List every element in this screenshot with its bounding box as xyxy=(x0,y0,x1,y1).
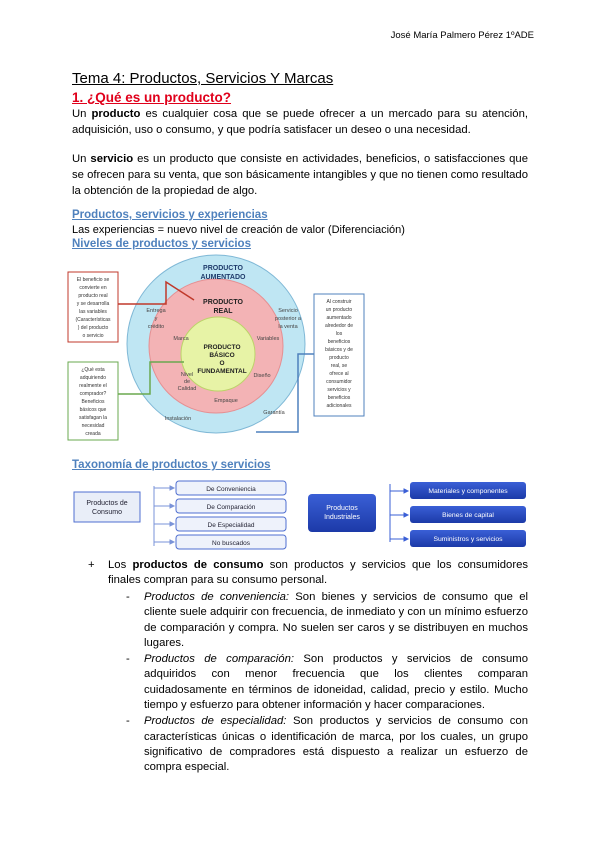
page-header-author: José María Palmero Pérez 1ºADE xyxy=(390,30,534,41)
box-left-top-line: (Características xyxy=(75,317,111,323)
label-instalacion: Instalación xyxy=(164,416,192,422)
label-basic-2: BÁSICO xyxy=(209,352,235,359)
taxonomy-diagram xyxy=(72,476,530,554)
industrial-box xyxy=(308,494,376,532)
industrial-arrowhead xyxy=(404,513,408,517)
box-left-bottom-line: adquiriendo xyxy=(79,375,107,381)
box-right-line: los xyxy=(335,331,343,337)
box-right-line: beneficios xyxy=(327,395,351,401)
box-left-top-line: y se desarrolla xyxy=(76,301,110,307)
box-left-top-line: convierte en xyxy=(79,285,107,291)
label-real-2: REAL xyxy=(213,308,233,315)
label-variables: Variables xyxy=(256,336,280,342)
label-basic-3: O xyxy=(219,360,225,367)
term-comparacion: Productos de comparación: xyxy=(144,653,295,666)
list-item xyxy=(124,714,528,775)
list-item xyxy=(124,652,528,713)
text-run: es cualquier cosa que se puede ofrecer a un mercado para su atención, adquisición, uso o consumo, y que podría satisfacer un deseo o una necesidad. xyxy=(72,108,528,136)
label-garantia: Garantía xyxy=(263,410,285,416)
box-right-line: un producto xyxy=(325,307,353,313)
box-right-line: beneficios xyxy=(327,339,351,345)
box-left-bottom-line: básicos que xyxy=(79,407,107,413)
box-left-top-line: producto real xyxy=(78,293,108,299)
box-right-line: aumentado xyxy=(326,315,352,321)
box-left-bottom-line: creada xyxy=(85,431,101,437)
box-left-top-line: las variables xyxy=(79,309,107,315)
text-run: Un xyxy=(72,108,92,120)
box-right-line: servicios y xyxy=(327,387,351,393)
heading-experiencias: Productos, servicios y experiencias xyxy=(72,209,268,221)
list-item xyxy=(124,590,528,651)
industrial-box-line-1: Productos xyxy=(326,505,358,512)
consumer-arrowhead xyxy=(170,540,174,544)
levels-diagram xyxy=(66,254,366,448)
industrial-item: Materiales y componentes xyxy=(428,488,508,495)
label-marca: Marca xyxy=(173,336,189,342)
box-right-line: real, se xyxy=(330,363,348,369)
label-entrega-3: crédito xyxy=(147,324,165,330)
label-entrega-1: Entrega xyxy=(146,308,166,314)
box-right-line: ofrece al xyxy=(329,371,349,377)
box-left-top-line: El beneficio se xyxy=(76,277,110,283)
heading-taxonomia: Taxonomía de productos y servicios xyxy=(72,459,271,471)
consumer-item: De Especialidad xyxy=(207,522,255,529)
consumer-item: No buscados xyxy=(212,540,250,547)
dash-marker: - xyxy=(126,653,130,666)
consumer-item: De Comparación xyxy=(206,504,256,511)
consumer-box-line-2: Consumo xyxy=(92,509,122,516)
label-basic-4: FUNDAMENTAL xyxy=(197,368,247,375)
term-producto: producto xyxy=(91,108,141,120)
label-servicio-2: posterior a xyxy=(275,316,301,322)
label-basic-1: PRODUCTO xyxy=(203,344,241,351)
label-real-1: PRODUCTO xyxy=(203,299,243,306)
consumer-item: De Conveniencia xyxy=(206,486,256,493)
paragraph-producto xyxy=(72,106,528,138)
industrial-item: Bienes de capital xyxy=(442,512,494,519)
industrial-item: Suministros y servicios xyxy=(433,536,503,543)
term-productos-consumo: productos de consumo xyxy=(132,559,264,571)
box-right-line: adicionales xyxy=(326,403,352,409)
industrial-arrowhead xyxy=(404,489,408,493)
consumer-arrowhead xyxy=(170,504,174,508)
label-entrega-2: y xyxy=(154,316,158,322)
box-right-line: alrededor de xyxy=(324,323,354,329)
consumer-box xyxy=(74,492,140,522)
label-nivel-1: Nivel xyxy=(180,372,194,378)
consumer-types-list xyxy=(124,590,528,777)
consumer-arrowhead xyxy=(170,522,174,526)
heading-niveles: Niveles de productos y servicios xyxy=(72,238,251,250)
label-augmented-1: PRODUCTO xyxy=(203,265,243,272)
text-run: Son productos y servicios de consumo adquiridos con menor frecuencia que los clientes comparan cuidadosamente en términos de idoneidad, calidad, precio y estilo. Mucho tiempo y esfuerzo para obtener información y hacer comparaciones. xyxy=(144,653,528,712)
experiencias-text: Las experiencias = nuevo nivel de creación de valor (Diferenciación) xyxy=(72,224,405,236)
text-run: es un producto que consiste en actividades, beneficios, o satisfacciones que se ofrecen para su venta, que son básicamente intangibles y que no tienen como resultado la obtención de la propiedad de algo. xyxy=(72,153,528,197)
box-left-top-line: ) del producto xyxy=(77,325,109,331)
text-run: Son bienes y servicios de consumo que el cliente suele adquirir con frecuencia, de inmediato y con un mínimo esfuerzo de comparación y compra. No suelen ser caros y se distribuyen en muchos lugares. xyxy=(144,591,528,649)
term-especialidad: Productos de especialidad: xyxy=(144,715,287,728)
box-left-bottom-line: satisfagan la xyxy=(78,415,108,421)
consumer-arrowhead xyxy=(170,486,174,490)
box-left-bottom-line: necesidad xyxy=(81,423,105,429)
label-diseno: Diseño xyxy=(253,373,271,379)
label-augmented-2: AUMENTADO xyxy=(200,274,246,281)
section-heading-producto: 1. ¿Qué es un producto? xyxy=(72,90,232,105)
label-servicio-3: la venta xyxy=(278,324,298,330)
text-run: Son productos y servicios de consumo con características únicas o identificación de marca, por los cuales, un grupo significativo de compradores está dispuesto a realizar un esfuerzo de compra especial. xyxy=(144,715,528,774)
consumer-products-list xyxy=(88,558,528,589)
text-run: Un xyxy=(72,153,91,165)
label-nivel-3: Calidad xyxy=(177,386,197,392)
box-left-bottom-line: realmente el xyxy=(79,383,107,389)
box-right-line: producto xyxy=(329,355,349,361)
paragraph-servicio xyxy=(72,151,528,199)
text-run: son productos y servicios que los consumidores finales compran para su consumo personal. xyxy=(108,559,529,587)
list-item xyxy=(88,558,528,589)
box-right-line: básicos y de xyxy=(325,347,353,353)
term-servicio: servicio xyxy=(90,153,134,165)
bullet-marker: + xyxy=(88,559,95,571)
box-left-bottom-line: ¿Qué esta xyxy=(81,367,105,373)
label-empaque: Empaque xyxy=(214,398,238,404)
label-servicio-1: Servicio xyxy=(278,308,298,314)
dash-marker: - xyxy=(126,715,130,728)
label-nivel-2: de xyxy=(183,379,191,385)
industrial-arrowhead xyxy=(404,537,408,541)
text-run: Los xyxy=(108,559,133,571)
box-left-top-line: o servicio xyxy=(82,333,104,339)
box-right-line: Al construir xyxy=(326,299,352,305)
term-conveniencia: Productos de conveniencia: xyxy=(144,591,290,603)
page-title: Tema 4: Productos, Servicios Y Marcas xyxy=(72,70,334,87)
consumer-box-line-1: Productos de xyxy=(86,500,128,507)
dash-marker: - xyxy=(126,591,130,603)
industrial-box-line-2: Industriales xyxy=(324,514,360,521)
box-left-bottom-line: Beneficios xyxy=(81,399,105,405)
box-right-line: consumidor xyxy=(326,379,352,385)
box-left-bottom-line: comprador? xyxy=(79,391,107,397)
